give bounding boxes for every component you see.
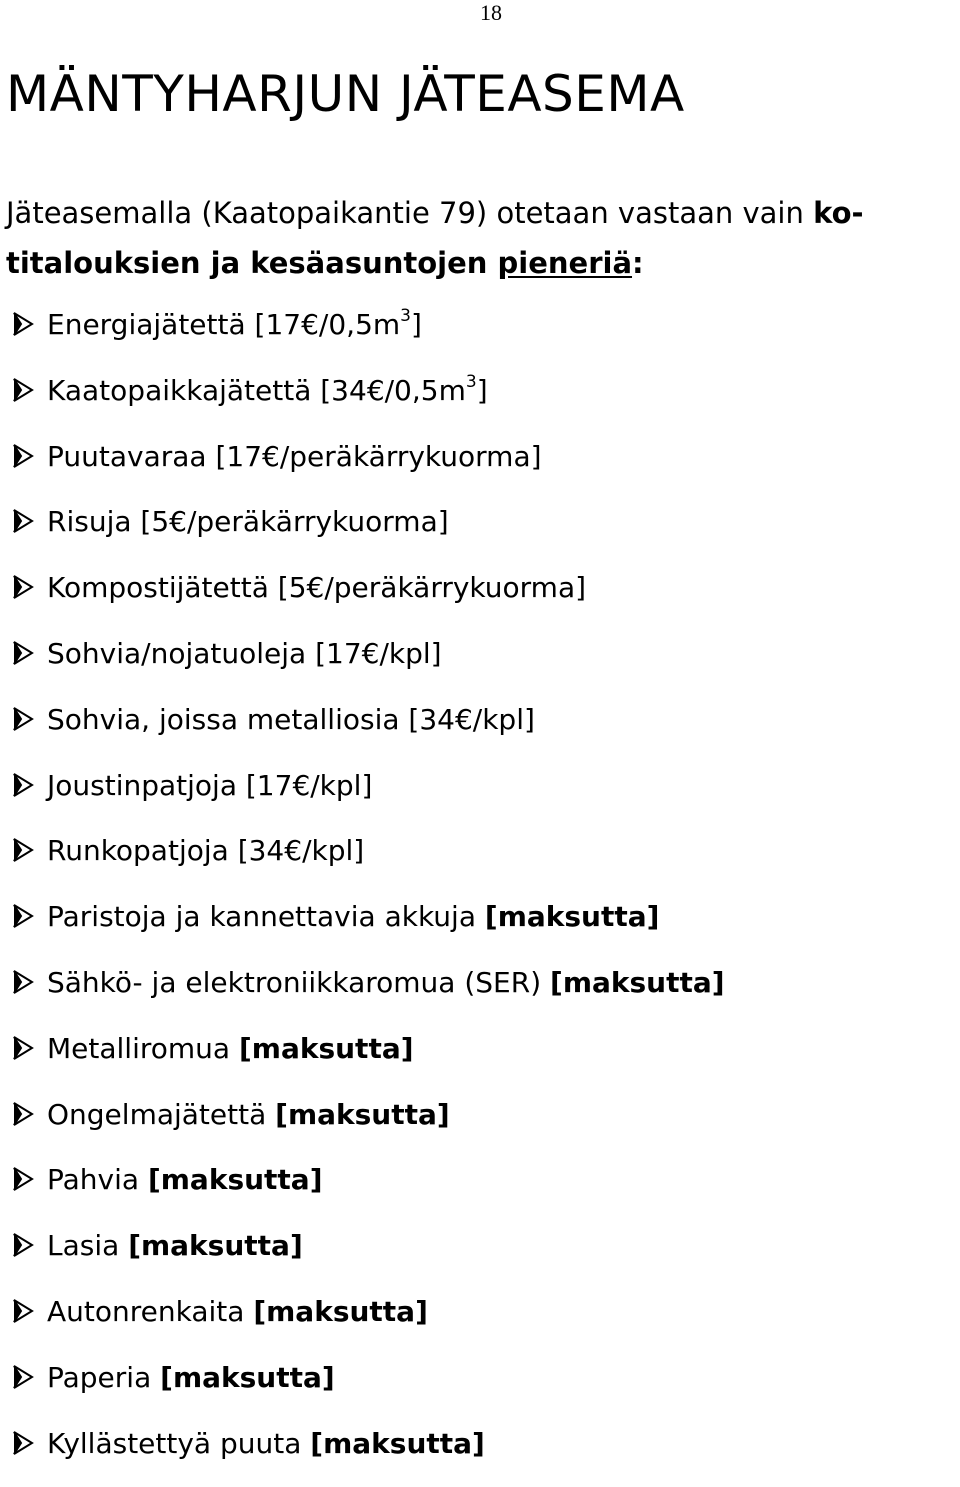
- list-item-text: [47, 1027, 414, 1071]
- list-item-text: [47, 500, 449, 544]
- list-item-label: Autonrenkaita: [47, 1294, 254, 1328]
- free-of-charge-tag: [maksutta]: [275, 1097, 450, 1131]
- arrowhead-bullet-icon: [12, 1298, 34, 1324]
- intro-text: Jäteasemalla (Kaatopaikantie 79) otetaan vastaan vain: [6, 196, 814, 230]
- arrowhead-bullet-icon: [12, 508, 34, 534]
- list-item-label: Joustinpatjoja [17€/kpl]: [47, 768, 373, 802]
- list-item-text: [47, 1290, 428, 1334]
- list-item-text: [47, 303, 422, 351]
- list-item-label: Kyllästettyä puuta: [47, 1426, 311, 1460]
- unit-exponent: 3: [465, 371, 477, 392]
- arrowhead-bullet-icon: [12, 1166, 34, 1192]
- list-item-text: [47, 829, 364, 873]
- intro-line-2: [6, 238, 946, 288]
- intro-underlined-word: pieneriä: [497, 246, 633, 280]
- list-item-text: [47, 1158, 323, 1202]
- intro-paragraph: [6, 188, 946, 288]
- list-item-text: [47, 1224, 303, 1268]
- free-of-charge-tag: [maksutta]: [147, 1163, 323, 1197]
- list-item-text: [47, 632, 442, 676]
- list-item-text: [47, 369, 488, 417]
- unit-exponent: 3: [400, 306, 411, 326]
- list-item-text: [47, 698, 535, 742]
- arrowhead-bullet-icon: [12, 443, 34, 469]
- arrowhead-bullet-icon: [12, 772, 34, 798]
- free-of-charge-tag: [maksutta]: [550, 965, 725, 999]
- list-item-label: Ongelmajätettä: [47, 1097, 276, 1131]
- free-of-charge-tag: [maksutta]: [484, 900, 660, 934]
- free-of-charge-tag: [maksutta]: [253, 1294, 428, 1328]
- list-item-text: [47, 435, 542, 479]
- list-item-label: Lasia: [47, 1229, 129, 1263]
- list-item-text: [47, 895, 659, 939]
- arrowhead-bullet-icon: [12, 1232, 34, 1258]
- free-of-charge-tag: [maksutta]: [160, 1360, 335, 1394]
- arrowhead-bullet-icon: [12, 969, 34, 995]
- list-item-label: Pahvia: [47, 1163, 148, 1197]
- intro-bold-underlined: [498, 246, 633, 280]
- arrowhead-bullet-icon: [12, 1430, 34, 1456]
- list-item-text: [47, 566, 586, 610]
- intro-bold-text-2: titalouksien ja kesäasuntojen: [6, 246, 498, 280]
- arrowhead-bullet-icon: [12, 377, 34, 403]
- arrowhead-bullet-icon: [12, 837, 34, 863]
- list-item-label: Puutavaraa [17€/peräkärrykuorma]: [47, 439, 542, 473]
- arrowhead-bullet-icon: [12, 1364, 34, 1390]
- list-item-label: Sohvia/nojatuoleja [17€/kpl]: [47, 636, 442, 670]
- list-item-label: Sähkö- ja elektroniikkaromua (SER): [47, 965, 551, 999]
- arrowhead-bullet-icon: [12, 903, 34, 929]
- arrowhead-bullet-icon: [12, 311, 34, 337]
- list-item-label: Metalliromua: [47, 1031, 239, 1065]
- arrowhead-bullet-icon: [12, 640, 34, 666]
- list-item-text: [47, 961, 725, 1005]
- list-item-label: Paperia: [47, 1360, 161, 1394]
- arrowhead-bullet-icon: [12, 1035, 34, 1061]
- list-item-label: Kaatopaikkajätettä [34€/0,5m: [47, 373, 466, 407]
- list-item-label: Kompostijätettä [5€/peräkärrykuorma]: [47, 571, 587, 605]
- list-item-suffix: ]: [411, 308, 422, 341]
- list-item-label: Sohvia, joissa metalliosia [34€/kpl]: [47, 702, 535, 736]
- free-of-charge-tag: [maksutta]: [238, 1031, 414, 1065]
- list-item-text: [47, 1422, 485, 1466]
- list-item-text: [47, 1356, 335, 1400]
- list-item-label: Risuja [5€/peräkärrykuorma]: [47, 505, 449, 539]
- arrowhead-bullet-icon: [12, 1101, 34, 1127]
- free-of-charge-tag: [maksutta]: [128, 1229, 303, 1263]
- list-item-label: Runkopatjoja [34€/kpl]: [47, 834, 365, 868]
- free-of-charge-tag: [maksutta]: [310, 1426, 485, 1460]
- intro-bold-text: ko-: [813, 196, 864, 230]
- list-item-text: [47, 764, 372, 808]
- arrowhead-bullet-icon: [12, 574, 34, 600]
- list-item-label: Paristoja ja kannettavia akkuja: [47, 900, 485, 934]
- list-item-label: Energiajätettä [17€/0,5m: [47, 308, 401, 341]
- intro-line-1: [6, 188, 946, 238]
- intro-colon: :: [632, 246, 644, 280]
- arrowhead-bullet-icon: [12, 706, 34, 732]
- page-number: 18: [480, 0, 502, 25]
- page-title: MÄNTYHARJUN JÄTEASEMA: [6, 65, 685, 123]
- list-item-text: [47, 1093, 450, 1137]
- list-item-suffix: ]: [476, 373, 488, 407]
